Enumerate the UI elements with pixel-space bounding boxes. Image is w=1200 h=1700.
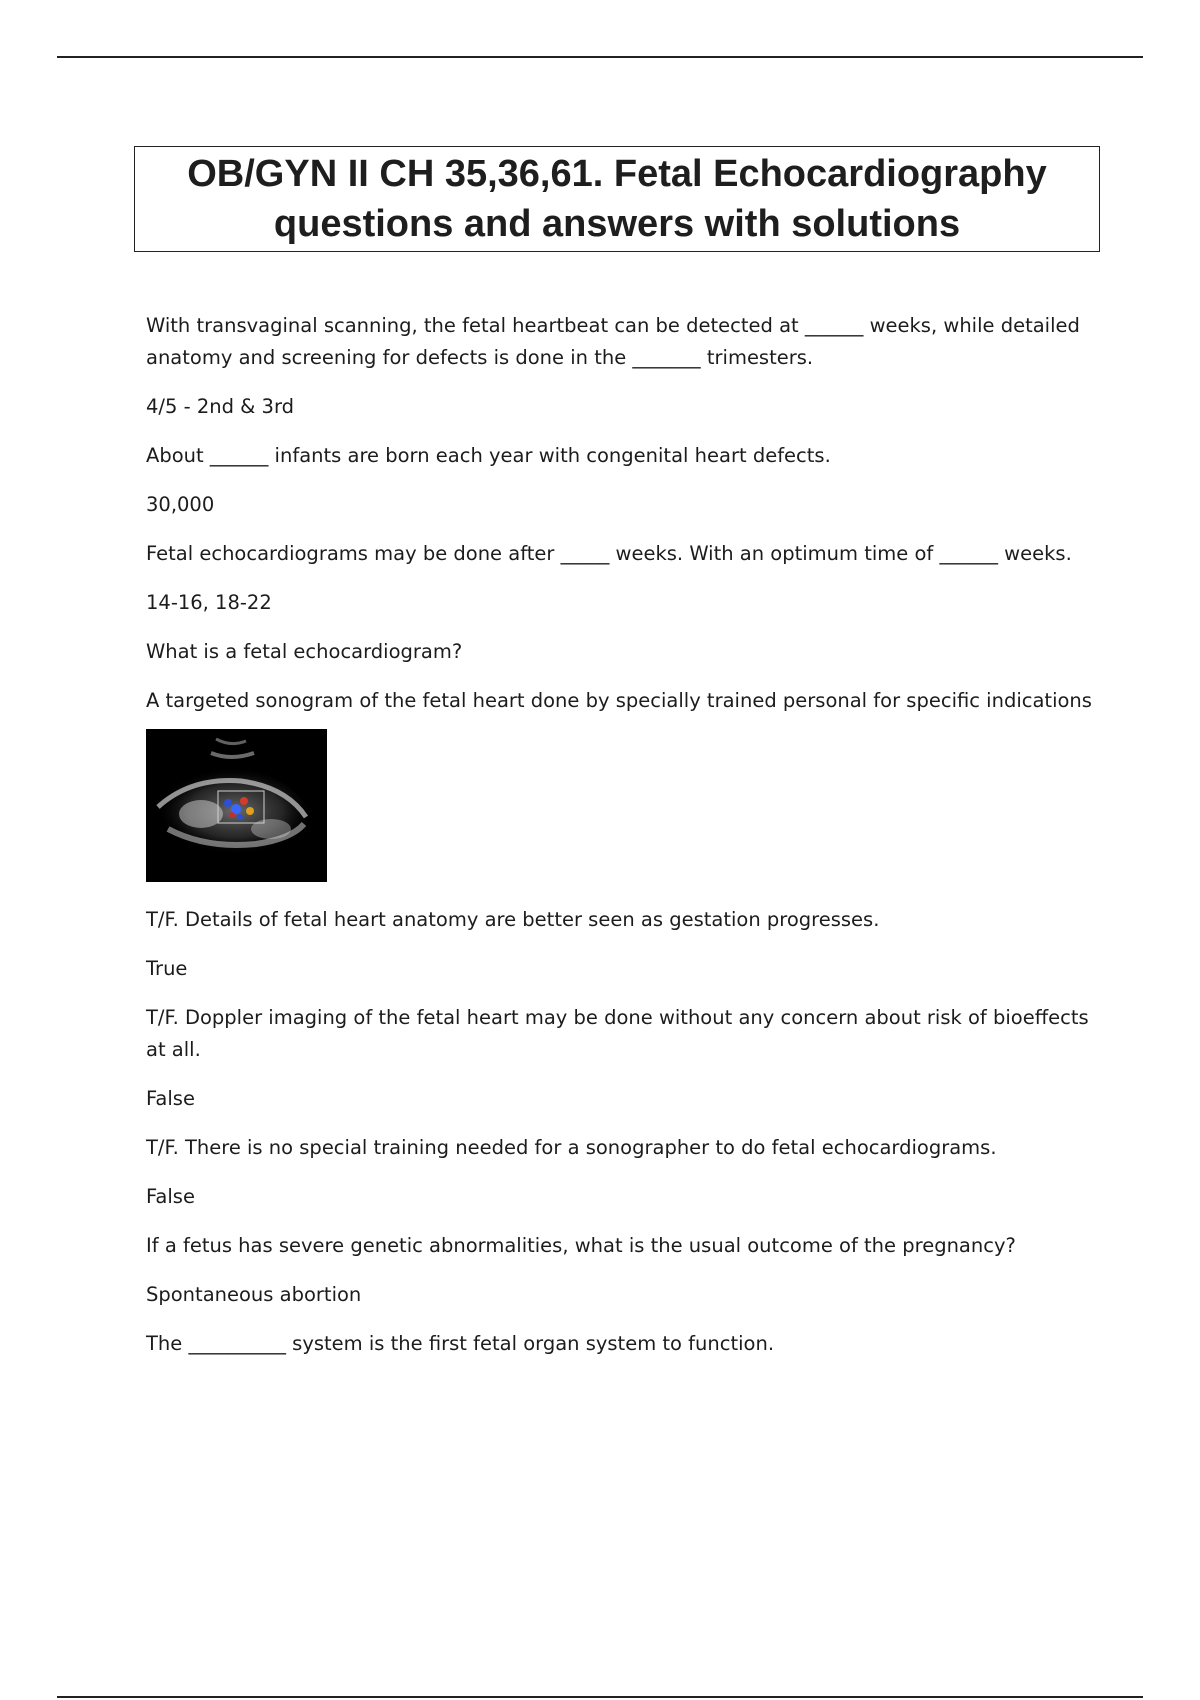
question-7: T/F. There is no special training needed for a sonographer to do fetal echocardiograms. [146,1136,997,1159]
title-line-1: OB/GYN II CH 35,36,61. Fetal Echocardiography [187,153,1047,195]
answer-1: 4/5 - 2nd & 3rd [146,395,295,418]
question-8: If a fetus has severe genetic abnormalities, what is the usual outcome of the pregnancy? [146,1234,1016,1257]
question-3: Fetal echocardiograms may be done after _____ weeks. With an optimum time of ______ weeks. [146,542,1072,565]
bottom-rule [57,1696,1143,1698]
question-4: What is a fetal echocardiogram? [146,640,463,663]
title-line-2: questions and answers with solutions [273,203,961,245]
answer-4: A targeted sonogram of the fetal heart done by specially trained personal for specific indications [146,689,1092,712]
qa-content [146,310,1096,1377]
question-2: About ______ infants are born each year with congenital heart defects. [146,444,831,467]
answer-6: False [146,1087,195,1110]
answer-3: 14-16, 18-22 [146,591,272,614]
question-9: The __________ system is the first fetal organ system to function. [146,1332,775,1355]
answer-7: False [146,1185,195,1208]
answer-8: Spontaneous abortion [146,1283,362,1306]
top-rule [57,56,1143,58]
document-title [187,149,1047,249]
question-1: With transvaginal scanning, the fetal heartbeat can be detected at ______ weeks, while detailed anatomy and screening for defects is done in the _______ trimesters. [146,314,1080,369]
answer-2: 30,000 [146,493,215,516]
fetal-echo-ultrasound-image [146,729,327,882]
title-box [134,146,1100,252]
answer-5: True [146,957,188,980]
question-6: T/F. Doppler imaging of the fetal heart may be done without any concern about risk of bioeffects at all. [146,1006,1089,1061]
question-5: T/F. Details of fetal heart anatomy are better seen as gestation progresses. [146,908,880,931]
